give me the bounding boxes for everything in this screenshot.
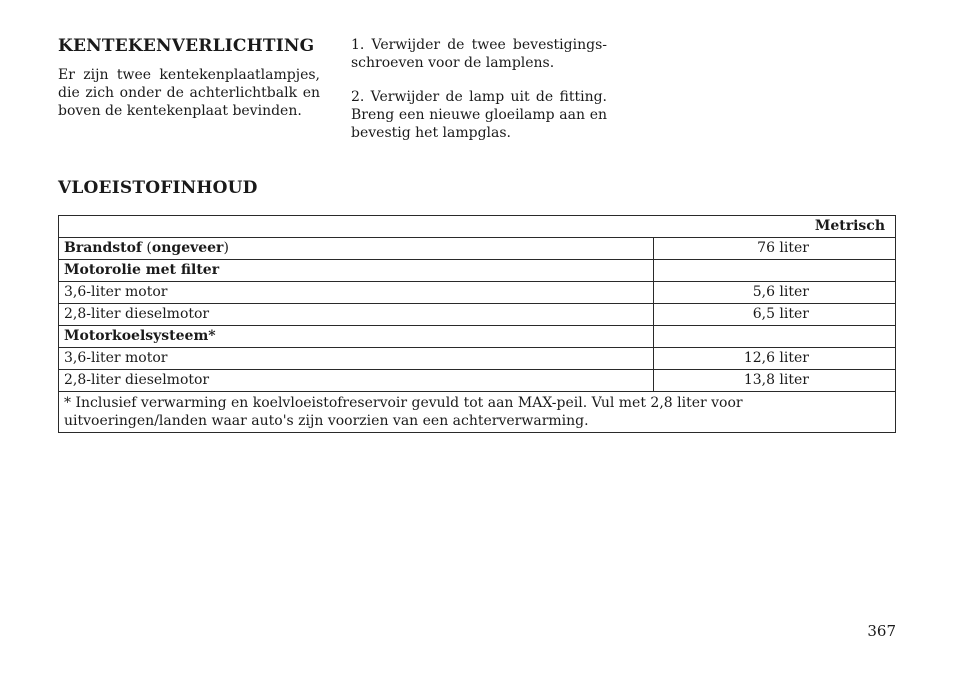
section-title-kentekenverlichting: KENTEKENVERLICHTING: [58, 36, 315, 56]
instruction-step-1: 1. Verwijder de twee bevestigingsschroeven voor de lamplens.: [351, 37, 607, 71]
row-value: 5,6 liter: [654, 282, 896, 304]
row-value: 12,6 liter: [654, 348, 896, 370]
row-value: [654, 326, 896, 348]
column-header-metrisch: Metrisch: [59, 216, 896, 238]
row-value: 6,5 liter: [654, 304, 896, 326]
row-value: 76 liter: [654, 238, 896, 260]
row-label: 2,8-liter dieselmotor: [59, 370, 654, 392]
fluid-capacity-table: [58, 215, 896, 433]
row-label: 2,8-liter dieselmotor: [59, 304, 654, 326]
table-header-row: [59, 216, 896, 238]
row-label: Motorkoelsysteem*: [59, 326, 654, 348]
table-row: [59, 304, 896, 326]
table-row: [59, 348, 896, 370]
row-label: 3,6-liter motor: [59, 348, 654, 370]
table-row: [59, 370, 896, 392]
instruction-step-2: 2. Verwijder de lamp uit de fitting. Breng een nieuwe gloeilamp aan en bevestig het lampglas.: [351, 89, 607, 141]
row-value: 13,8 liter: [654, 370, 896, 392]
table-row: [59, 260, 896, 282]
row-value: [654, 260, 896, 282]
row-label: Motorolie met filter: [59, 260, 654, 282]
table-row: [59, 238, 896, 260]
row-label: 3,6-liter motor: [59, 282, 654, 304]
table-footnote: * Inclusief verwarming en koelvloeistofreservoir gevuld tot aan MAX-peil. Vul met 2,8 liter voor uitvoeringen/landen waar auto's zijn voorzien van een achterverwarming.: [59, 392, 896, 433]
table-row: [59, 326, 896, 348]
section-title-vloeistofinhoud: VLOEISTOFINHOUD: [58, 178, 258, 198]
row-label: Brandstof (ongeveer): [59, 238, 654, 260]
page-number: 367: [867, 622, 896, 640]
kentekenverlichting-intro: Er zijn twee kentekenplaatlampjes, die zich onder de achterlichtbalk en boven de kentekenplaat bevinden.: [58, 67, 320, 119]
table-footnote-row: [59, 392, 896, 433]
table-row: [59, 282, 896, 304]
